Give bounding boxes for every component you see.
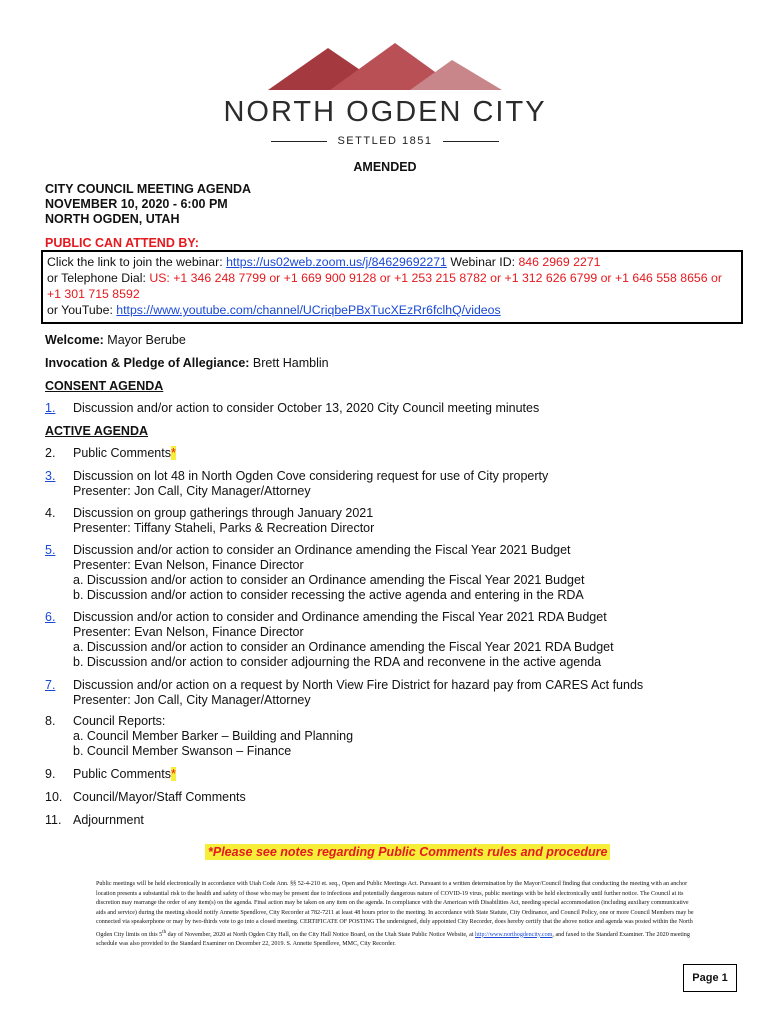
agenda-item [45,714,735,759]
settled-rule-left [271,141,327,142]
item-subitem: b. Discussion and/or action to consider adjourning the RDA and reconvene in the active agenda [73,655,602,669]
fine-print-sup: th [162,928,167,935]
public-comments-note: *Please see notes regarding Public Comments rules and procedure [205,844,610,860]
webinar-line [47,254,737,270]
city-logo [0,40,770,147]
item-text: Adjournment [73,813,144,827]
item-subitem: a. Discussion and/or action to consider an Ordinance amending the Fiscal Year 2021 RDA Budget [73,640,614,654]
item-text: Discussion on group gatherings through January 2021 [73,506,374,520]
item-presenter: Presenter: Evan Nelson, Finance Director [73,558,304,572]
active-agenda-title: ACTIVE AGENDA [45,424,149,438]
phone-line [47,270,737,302]
settled-rule-right [443,141,499,142]
item-number[interactable]: 6. [45,610,56,624]
phone-prefix: or Telephone Dial: [47,271,150,285]
welcome-line [45,333,186,347]
welcome-label: Welcome: [45,333,104,347]
agenda-item [45,543,735,603]
agenda-item [45,401,735,416]
logo-settled [0,135,770,147]
item-presenter: Presenter: Jon Call, City Manager/Attorney [73,693,311,707]
agenda-heading [45,182,251,227]
agenda-heading-line2: NOVEMBER 10, 2020 - 6:00 PM [45,197,228,211]
item-number: 8. [45,714,56,728]
phone-numbers: US: +1 346 248 7799 or +1 669 900 9128 or +1 253 215 8782 or +1 312 626 6799 or +1 646 558 8656 or +1 301 715 8592 [47,271,722,301]
agenda-heading-line1: CITY COUNCIL MEETING AGENDA [45,182,252,196]
item-number: 10. [45,790,63,804]
agenda-heading-line3: NORTH OGDEN, UTAH [45,212,180,226]
fine-print [96,880,696,950]
webinar-id: 846 2969 2271 [518,255,601,269]
item-text: Public Comments [73,767,171,781]
item-subitem: a. Discussion and/or action to consider an Ordinance amending the Fiscal Year 2021 Budget [73,573,585,587]
welcome-value: Mayor Berube [103,333,186,347]
public-comment-star: * [170,446,176,460]
item-number[interactable]: 3. [45,469,56,483]
mountain-logo-icon [260,40,510,92]
agenda-item [45,446,735,461]
webinar-prefix: Click the link to join the webinar: [47,255,227,269]
youtube-line [47,302,737,318]
item-subitem: a. Council Member Barker – Building and Planning [73,729,354,743]
item-number: 2. [45,446,56,460]
agenda-item [45,790,735,805]
item-text: Council/Mayor/Staff Comments [73,790,246,804]
logo-title: NORTH OGDEN CITY [223,96,547,128]
item-number[interactable]: 7. [45,678,56,692]
item-presenter: Presenter: Evan Nelson, Finance Director [73,625,304,639]
item-number: 9. [45,767,56,781]
invocation-label: Invocation & Pledge of Allegiance: [45,356,250,370]
item-text: Discussion and/or action to consider an Ordinance amending the Fiscal Year 2021 Budget [73,543,571,557]
attend-info-box [41,250,743,324]
item-number[interactable]: 5. [45,543,56,557]
item-presenter: Presenter: Jon Call, City Manager/Attorney [73,484,311,498]
item-number: 4. [45,506,56,520]
agenda-item [45,767,735,782]
youtube-link[interactable]: https://www.youtube.com/channel/UCriqbePBxTucXEzRr6fclhQ/videos [116,303,501,317]
item-text: Discussion and/or action to consider October 13, 2020 City Council meeting minutes [73,401,540,415]
agenda-item [45,469,735,499]
webinar-id-label: Webinar ID: [446,255,519,269]
agenda-item [45,813,735,828]
webinar-link[interactable]: https://us02web.zoom.us/j/84629692271 [226,255,447,269]
agenda-item [45,678,735,708]
settled-text: SETTLED 1851 [337,135,433,147]
item-subitem: b. Council Member Swanson – Finance [73,744,292,758]
item-number: 11. [45,813,62,827]
agenda-item [45,610,735,670]
invocation-line [45,356,329,370]
fine-print-text-1: Public meetings will be held electronically in accordance with Utah Code Ann. §§ 52-4-210 et. seq., Open and Public Meetings Act. Pursuant to a written determination by the Mayor/Council finding that conducting the meeting with an anchor location presents a substantial risk to the health and safety of those who may be present due to infectious and potentially dangerous nature of COVID-19 virus, public meetings with be held electronically until further notice. The Council at its discretion may rearrange the order of any item(s) on the agenda. Final action may be taken on any item on the agenda. In compliance with the American with Disabilities Act, needing special accommodation (including auxiliary communicative aids and service) during the meeting should notify Annette Spendlove, City Recorder at 782-7211 at least 48 hours prior to the meeting. In accordance with State Statute, City Ordinance, and Council Policy, one or more Council Members may be connected via speakerphone or may by two-thirds vote to go into a closed meeting. CERTIFICATE OF POSTING The undersigned, duly appointed City Recorder, does hereby certify that the above notice and agenda was posted within the North Ogden City limits on this 5 [96,881,694,938]
youtube-prefix: or YouTube: [47,303,117,317]
amended-label: AMENDED [353,160,417,174]
item-text: Council Reports: [73,714,166,728]
public-comment-star: * [170,767,176,781]
item-text: Public Comments [73,446,171,460]
item-subitem: b. Discussion and/or action to consider recessing the active agenda and entering in the RDA [73,588,584,602]
consent-agenda-title: CONSENT AGENDA [45,379,164,393]
invocation-value: Brett Hamblin [249,356,329,370]
agenda-item [45,506,735,536]
fine-print-text-3: , and faxed to the Standard Examiner. The 2020 meeting schedule was also provided to the Standard Examiner on December 22, 2019. S. Annette Spendlove, MMC, City Recorder. [96,931,690,948]
city-website-link[interactable]: http://www.northogdencity.com [475,931,553,938]
item-text: Discussion and/or action on a request by North View Fire District for hazard pay from CARES Act funds [73,678,644,692]
item-presenter: Presenter: Tiffany Staheli, Parks & Recreation Director [73,521,375,535]
item-text: Discussion and/or action to consider and Ordinance amending the Fiscal Year 2021 RDA Budget [73,610,607,624]
public-attend-label: PUBLIC CAN ATTEND BY: [45,236,199,250]
fine-print-text-2: day of November, 2020 at North Ogden City Hall, on the City Hall Notice Board, on the Utah State Public Notice Website, at [166,931,476,938]
item-text: Discussion on lot 48 in North Ogden Cove considering request for use of City property [73,469,549,483]
page-number-box: Page 1 [683,964,737,992]
item-number[interactable]: 1. [45,401,56,415]
